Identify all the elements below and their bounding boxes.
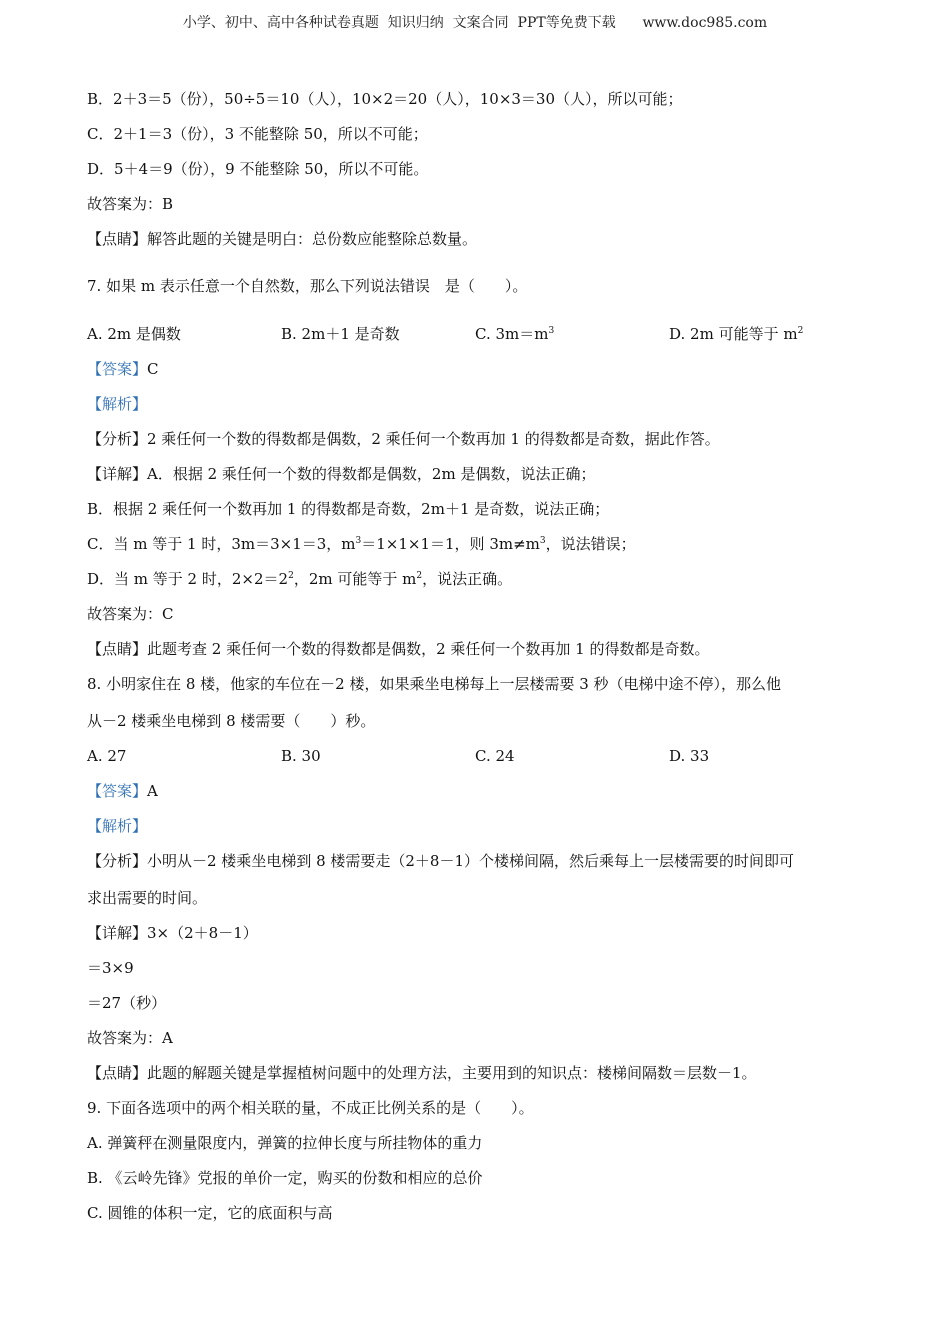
prev-answer: 故答案为：B: [87, 195, 174, 213]
q7-option-c-exponent: 3: [548, 326, 555, 336]
q7-stem: 7. 如果 m 表示任意一个自然数，那么下列说法错误 是（ ）。: [87, 277, 528, 295]
q7-line-c-part3: ，说法错误；: [545, 535, 636, 553]
q7-line-b: B．根据 2 乘任何一个数再加 1 的得数都是奇数，2m＋1 是奇数，说法正确；: [87, 500, 610, 518]
q8-stem-line1: 8. 小明家住在 8 楼，他家的车位在－2 楼，如果乘坐电梯每上一层楼需要 3 秒（电梯中途不停），那么他: [87, 675, 782, 693]
prev-option-c: C．2＋1＝3（份），3 不能整除 50，所以不可能；: [87, 125, 428, 143]
prev-dianjing: 【点睛】解答此题的关键是明白：总份数应能整除总数量。: [87, 230, 478, 248]
q8-answer: [87, 781, 158, 801]
prev-option-b: B．2＋3＝5（份），50÷5＝10（人），10×2＝20（人），10×3＝30（人），所以可能；: [87, 90, 683, 108]
page-header: 小学、初中、高中各种试卷真题 知识归纳 文案合同 PPT等免费下载 www.doc985.com: [182, 15, 768, 31]
q9-option-a: A. 弹簧秤在测量限度内，弹簧的拉伸长度与所挂物体的重力: [87, 1134, 483, 1152]
q7-dianjing: 【点睛】此题考查 2 乘任何一个数的得数都是偶数，2 乘任何一个数再加 1 的得数都是奇数。: [87, 640, 710, 658]
q7-final-answer: 故答案为：C: [87, 605, 174, 623]
q7-answer-value: C: [147, 360, 159, 378]
q7-option-d-text: D. 2m 可能等于 m: [669, 325, 798, 343]
q7-line-d-exp1: 2: [288, 571, 294, 581]
q7-line-c-part1: C．当 m 等于 1 时，3m＝3×1＝3，m: [87, 535, 356, 553]
q7-fenxi: 【分析】2 乘任何一个数的得数都是偶数，2 乘任何一个数再加 1 的得数都是奇数，据此作答。: [87, 430, 720, 448]
q7-line-c-exp1: 3: [355, 536, 362, 546]
q8-option-d: D. 33: [669, 747, 710, 765]
q7-option-b: B. 2m＋1 是奇数: [281, 325, 400, 343]
q7-line-d: [87, 569, 512, 589]
q8-step1: ＝3×9: [87, 959, 134, 977]
q8-final-answer: 故答案为：A: [87, 1029, 173, 1047]
q9-stem: 9. 下面各选项中的两个相关联的量，不成正比例关系的是（ ）。: [87, 1099, 534, 1117]
q9-option-c: C. 圆锥的体积一定，它的底面积与高: [87, 1204, 333, 1222]
q7-line-d-part1: D．当 m 等于 2 时，2×2＝2: [87, 570, 289, 588]
q7-line-d-exp2: 2: [416, 571, 423, 581]
q7-line-c: [87, 534, 636, 554]
q7-option-c-text: C. 3m＝m: [475, 325, 549, 343]
q8-dianjing: 【点睛】此题的解题关键是掌握植树问题中的处理方法，主要用到的知识点：楼梯间隔数＝层数－1。: [87, 1064, 757, 1082]
q8-step2: ＝27（秒）: [87, 994, 167, 1012]
q8-option-b: B. 30: [281, 747, 321, 765]
q7-line-d-part2: ，2m 可能等于 m: [293, 570, 417, 588]
q7-option-d-exponent: 2: [797, 326, 804, 336]
q7-line-c-exp2: 3: [539, 536, 546, 546]
q8-option-a: A. 27: [87, 747, 127, 765]
q7-xiangjie-a: 【详解】A．根据 2 乘任何一个数的得数都是偶数，2m 是偶数，说法正确；: [87, 465, 596, 483]
q7-option-d: [669, 324, 803, 344]
q8-option-c: C. 24: [475, 747, 515, 765]
q8-jiexi-tag: 【解析】: [87, 817, 148, 835]
q7-answer-tag: 【答案】: [87, 360, 148, 378]
q8-answer-tag: 【答案】: [87, 782, 148, 800]
q7-jiexi-tag: 【解析】: [87, 395, 148, 413]
q7-answer: [87, 359, 159, 379]
q7-option-c: [475, 324, 554, 344]
q8-xiangjie: 【详解】3×（2＋8－1）: [87, 924, 258, 942]
q8-stem-line2: 从－2 楼乘坐电梯到 8 楼需要（ ）秒。: [87, 712, 376, 730]
q7-option-a: A. 2m 是偶数: [87, 325, 181, 343]
q7-line-d-part3: ，说法正确。: [422, 570, 513, 588]
q7-line-c-part2: ＝1×1×1＝1，则 3m≠m: [361, 535, 540, 553]
prev-option-d: D．5＋4＝9（份），9 不能整除 50，所以不可能。: [87, 160, 429, 178]
q8-answer-value: A: [147, 782, 158, 800]
q8-fenxi-line1: 【分析】小明从－2 楼乘坐电梯到 8 楼需要走（2＋8－1）个楼梯间隔，然后乘每上一层楼需要的时间即可: [87, 852, 795, 870]
q8-fenxi-line2: 求出需要的时间。: [87, 889, 208, 907]
q9-option-b: B. 《云岭先锋》党报的单价一定，购买的份数和相应的总价: [87, 1169, 483, 1187]
